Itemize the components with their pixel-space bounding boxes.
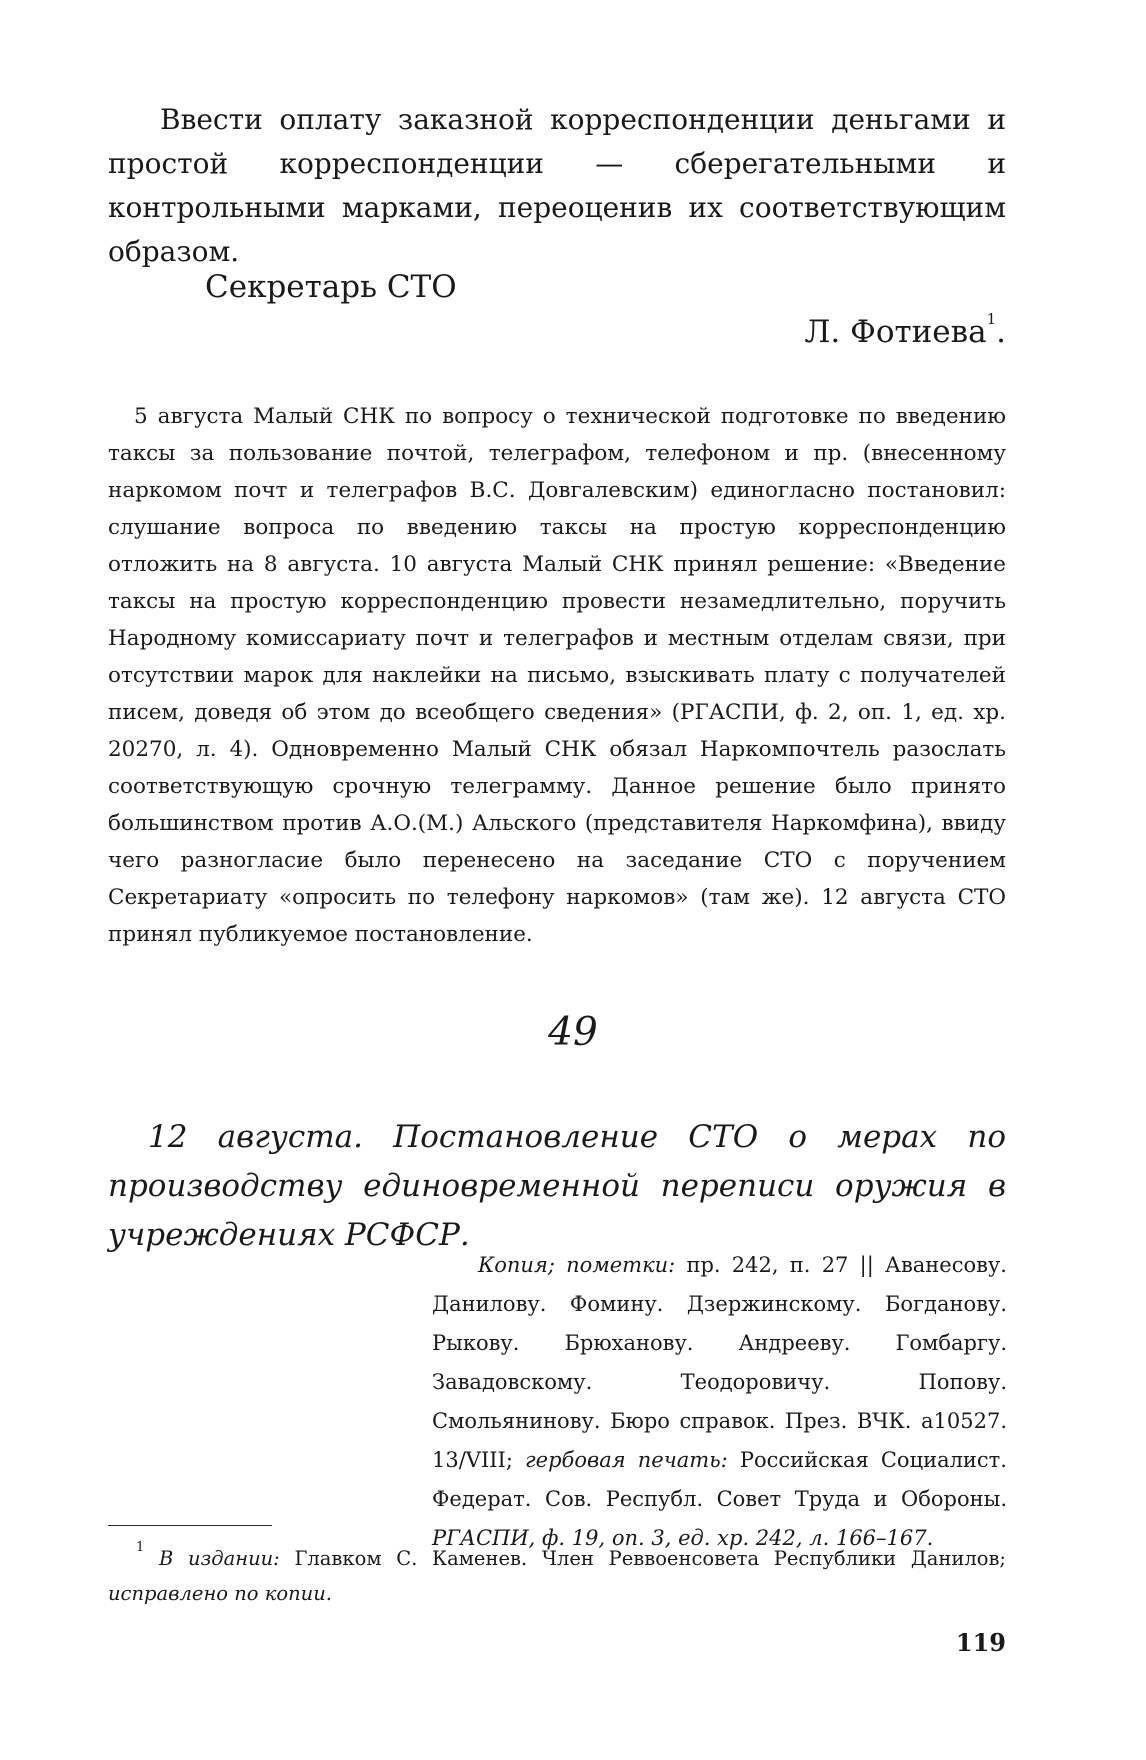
footnote	[108, 1541, 1006, 1611]
signature-name: Л. Фотиева	[804, 314, 987, 350]
footnote-marker[interactable]: 1	[986, 310, 997, 328]
footnote-text: Главком С. Каменев. Член Реввоенсовета Республики Данилов;	[294, 1547, 1006, 1570]
signature-title: Секретарь СТО	[205, 269, 457, 305]
document-number: 49	[548, 1010, 598, 1055]
footnote-divider	[108, 1525, 272, 1526]
archival-source: РГАСПИ, ф. 19, оп. 3, ед. хр. 242, л. 166–167.	[432, 1526, 934, 1550]
signature-name-line	[805, 312, 1006, 352]
archival-label-copy: Копия; пометки:	[478, 1253, 676, 1277]
archival-seal: Российская Социалист. Федерат. Сов. Республ. Совет Труда и Обороны.	[432, 1448, 1007, 1511]
archival-marks: пр. 242, п. 27 || Аванесову. Данилову. Фомину. Дзержинскому. Богданову. Рыкову. Брюханову. Андрееву. Гомбаргу. Завадовскому. Теодоровичу. Попову. Смольянинову. Бюро справок. През. ВЧК. а10527. 13/VIII;	[432, 1253, 1007, 1472]
footnote-note: исправлено по копии.	[108, 1582, 332, 1605]
commentary-paragraph: 5 августа Малый СНК по вопросу о технической подготовке по введению таксы за пользование почтой, телеграфом, телефоном и пр. (внесенному наркомом почт и телеграфов В.С. Довгалевским) единогласно постановил: слушание вопроса по введению таксы на простую корреспонденцию отложить на 8 августа. 10 августа Малый СНК принял решение: «Введение таксы на простую корреспонденцию провести незамедлительно, поручить Народному комиссариату почт и телеграфов и местным отделам связи, при отсутствии марок для наклейки на письмо, взыскивать плату с получателей писем, доведя об этом до всеобщего сведения» (РГАСПИ, ф. 2, оп. 1, ед. хр. 20270, л. 4). Одновременно Малый СНК обязал Наркомпочтель разослать соответствующую срочную телеграмму. Данное решение было принято большинством против А.О.(М.) Альского (представителя Наркомфина), ввиду чего разногласие было перенесено на заседание СТО с поручением Секретариату «опросить по телефону наркомов» (там же). 12 августа СТО принял публикуемое постановление.	[108, 404, 1006, 947]
archival-label-seal: гербовая печать:	[525, 1448, 728, 1472]
page-number: 119	[955, 1628, 1006, 1657]
document-heading: 12 августа. Постановление СТО о мерах по производству единовременной переписи оружия в учреждениях РСФСР.	[108, 1119, 1006, 1253]
signature-end: .	[996, 314, 1006, 350]
intro-paragraph: Ввести оплату заказной корреспонденции деньгами и простой корреспонденции — сберегательными и контрольными марками, переоценив их соответствующим образом.	[108, 103, 1006, 268]
footnote-label: В издании:	[159, 1547, 280, 1570]
archival-note	[432, 1246, 1007, 1558]
footnote-number: 1	[136, 1540, 145, 1555]
